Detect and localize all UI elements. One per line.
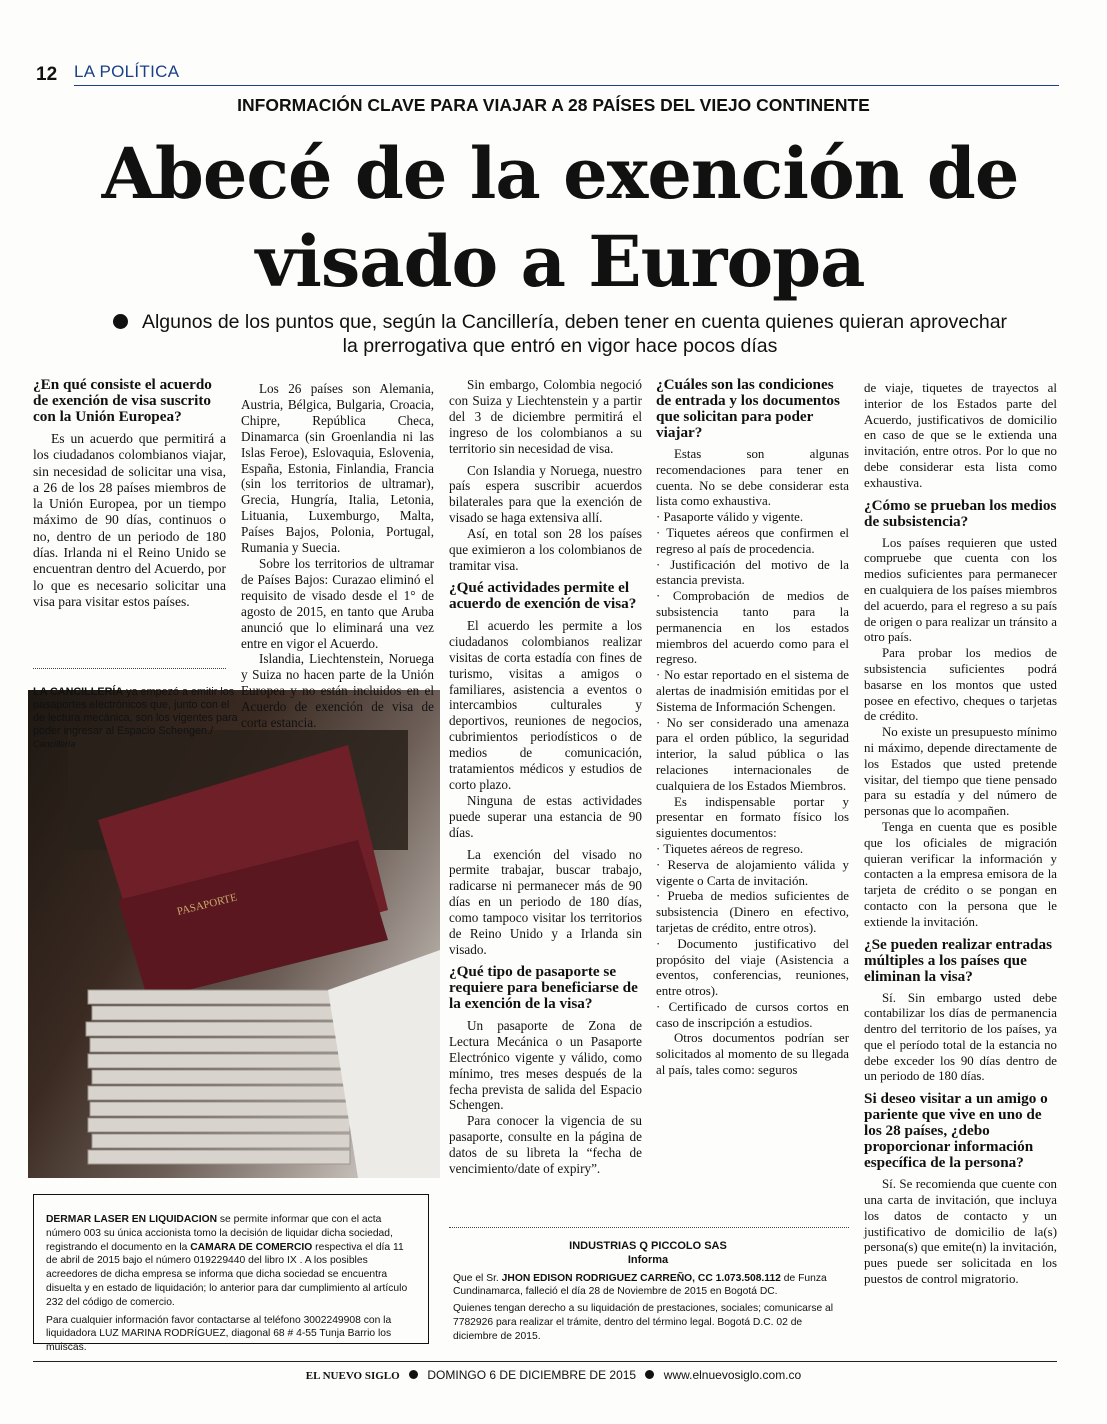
legal-notice-piccolo [453, 1240, 843, 1344]
paragraph: Los países requieren que usted compruebe que cuenta con los medios suficientes para permanecer en cualquiera de los países miembros del acuerdo, para el regreso a su país de origen o para realizar un tránsito a otro país. [864, 535, 1057, 645]
photo-caption [33, 686, 238, 751]
list-item: · Certificado de cursos cortos en caso de inscripción a estudios. [656, 999, 849, 1030]
column-1 [33, 377, 226, 610]
paragraph: Otros documentos podrían ser solicitados al momento de su llegada al país, tales como: seguros [656, 1031, 849, 1078]
list-item: · Comprobación de medios de subsistencia tanto para la permanencia en los estados miembros del acuerdo como para el regreso. [656, 589, 849, 667]
question-heading: ¿Qué tipo de pasaporte se requiere para beneficiarse de la exención de la visa? [449, 962, 638, 1012]
headline [60, 130, 1060, 306]
footer-rule [33, 1361, 1057, 1362]
bullet-icon [113, 314, 128, 329]
caption-text: ya empezó a emitir los pasaportes electrónicos que, junto con el de lectura mecánica, son los vigentes para poder ingresar al Espacio Schengen./ [33, 686, 238, 737]
notice-text: Quienes tengan derecho a su liquidación de prestaciones, sociales; comunicarse al 7782926 para realizar el trámite, dentro del término legal. Bogotá D.C. 02 de diciembre de 2015. [453, 1303, 834, 1342]
bullet-icon [645, 1370, 654, 1379]
notice-company: DERMAR LASER EN LIQUIDACION [46, 1214, 218, 1225]
website-url: www.elnuevosiglo.com.co [663, 1368, 802, 1382]
notice-registry: CAMARA DE COMERCIO [190, 1241, 313, 1253]
list-item: · Justificación del motivo de la estancia prevista. [656, 557, 849, 588]
paragraph: No existe un presupuesto mínimo ni máximo, depende directamente de los Estados que usted pretende visitar, del tiempo que tiene pensado para su estadía y del número de personas que lo acompañen. [864, 725, 1057, 819]
paragraph: Para probar los medios de subsistencia suficientes podrá basarse en los montos que usted posee en efectivo, cheques o tarjetas de crédito. [864, 646, 1057, 724]
list-item: · Documento justificativo del propósito del viaje (Asistencia a eventos, conferencias, reuniones, entre otros). [656, 936, 849, 999]
passports-photo [28, 690, 440, 1178]
notice-subtitle: Informa [627, 1253, 669, 1266]
column-2 [241, 381, 434, 731]
divider [33, 668, 226, 669]
question-heading: ¿Cuáles son las condiciones de entrada y los documentos que solicitan para poder viajar? [656, 376, 840, 441]
notice-title: INDUSTRIAS Q PICCOLO SAS [569, 1240, 727, 1252]
paragraph: El acuerdo les permite a los ciudadanos colombianos realizar visitas de corta estadía con fines de turismo, visitas a amigos o familiares, asistencia a eventos o intercambios culturales y deportivos, reuniones de negocios, cubrimientos periodísticos o de medios de comunicación, tratamientos médicos y estudios de corto plazo. [449, 617, 642, 792]
list-item: · Prueba de medios suficientes de subsistencia (Dinero en efectivo, tarjetas de crédito, entre otros). [656, 889, 849, 935]
paragraph: Tenga en cuenta que es posible que los oficiales de migración quieran verificar la información y contacten a la empresa emisora de la tarjeta de crédito o se pongan en contacto con la persona que le extiende la invitación. [864, 819, 1057, 929]
question-heading: ¿Cómo se prueban los medios de subsistencia? [864, 496, 1057, 530]
masthead-logo: EL NUEVO SIGLO [305, 1370, 400, 1382]
notice-person: JHON EDISON RODRIGUEZ CARREÑO, CC 1.073.508.112 [501, 1272, 781, 1284]
section-name: LA POLÍTICA [74, 62, 180, 81]
paragraph: Es indispensable portar y presentar en formato físico los siguientes documentos: [656, 794, 849, 841]
paragraph: Para conocer la vigencia de su pasaporte, consulte en la página de datos de su libreta la “fecha de vencimiento/date of expiry”. [449, 1113, 642, 1177]
paragraph: Sobre los territorios de ultramar de Países Bajos: Curazao eliminó el requisito de visado desde el 1° de agosto de 2015, en tanto que Aruba anunció que lo eliminará una vez entre en vigor el Acuerdo. [241, 555, 434, 651]
notice-contact: Para cualquier información favor contactarse al teléfono 3002249908 con la liquidadora LUZ MARINA RODRÍGUEZ, diagonal 68 # 4-55 Tunja Barrio los muiscas. [46, 1314, 392, 1354]
header-rule [74, 85, 1059, 86]
notice-text: respectiva el día 11 de abril de 2015 bajo el número 019229440 del libro IX . A los posibles acreedores de dicha empresa se informa que dicha sociedad se encuentra disuelta y en estado de liquidación; lo anterior para dar cumplimiento al artículo 232 del código de comercio. [46, 1241, 408, 1308]
paragraph: Islandia, Liechtenstein, Noruega y Suiza no hacen parte de la Unión Europea y no están incluidos en el Acuerdo de exención de visa de corta estancia. [241, 651, 434, 731]
question-heading: ¿Se pueden realizar entradas múltiples a los países que eliminan la visa? [864, 935, 1053, 985]
paragraph: La exención del visado no permite trabajar, buscar trabajo, radicarse ni permanecer más de 90 días en un periodo de 180 días, como tampoco visitar los territorios de Reino Unido y a Irlanda sin visado. [449, 846, 642, 957]
list-item: · No estar reportado en el sistema de alertas de inadmisión emitidas por el Sistema de Información Schengen. [656, 668, 849, 714]
paragraph: Sí. Sin embargo usted debe contabilizar los días de permanencia dentro del territorio de los países, ya que el período total de la estancia no debe exceder los 90 días dentro de un periodo de 180 días. [864, 990, 1057, 1084]
paragraph: Los 26 países son Alemania, Austria, Bélgica, Bulgaria, Croacia, Chipre, República Checa, Dinamarca (sin Groenlandia ni las Islas Feroe), Eslovaquia, Eslovenia, España, Estonia, Finlandia, Francia (sin los territorios de ultramar), Grecia, Hungría, Italia, Letonia, Lituania, Luxemburgo, Malta, Países Bajos, Polonia, Portugal, Rumania y Suecia. [241, 381, 434, 556]
column-4 [656, 377, 849, 1079]
paragraph: Sin embargo, Colombia negoció con Suiza y Liechtenstein y a partir del 3 de diciembre permitirá el ingreso de los colombianos a su territorio sin necesidad de visa. [449, 377, 642, 456]
paragraph: Sí. Se recomienda que cuente con una carta de invitación, que incluya los datos de contacto y un justificativo de domicilio de la(s) persona(s) que emite(n) la invitación, pues puede ser solicitada en los puestos de control migratorio. [864, 1177, 1057, 1287]
caption-lead: LA CANCILLERÍA [33, 686, 124, 698]
footer [0, 1368, 1107, 1382]
notice-text: Que el Sr. [453, 1272, 502, 1284]
notice-text: se permite informar que con el acta número 003 su única accionista tomo la decisión de liquidar dicha sociedad, registrando el documento en la [46, 1214, 393, 1253]
headline-line-2: visado a Europa [255, 220, 865, 303]
list-item: · No ser considerado una amenaza para el orden público, la seguridad interior, la salud pública o las relaciones internacionales de cualquiera de los Estados Miembros. [656, 715, 849, 793]
list-item: · Pasaporte válido y vigente. [656, 510, 804, 525]
subhead [110, 310, 1010, 358]
paragraph: Estas son algunas recomendaciones para tener en cuenta. No se debe considerar esta lista como exhaustiva. [656, 447, 849, 509]
notice-text: de Funza Cundinamarca, falleció el día 28 de Noviembre de 2015 en Bogotá DC. [453, 1272, 827, 1298]
paragraph: Es un acuerdo que permitirá a los ciudadanos colombianos viajar, sin necesidad de solicitar una visa, a 26 de los 28 países miembros de la Unión Europea, por un tiempo máximo de 90 días, continuos o no, dentro de un periodo de 180 días. Irlanda ni el Reino Unido se encuentran dentro del Acuerdo, por lo que es necesario solicitar una visa para visitar estos países. [33, 431, 226, 609]
bullet-icon [409, 1370, 418, 1379]
paragraph: Ninguna de estas actividades puede superar una estancia de 90 días. [449, 792, 642, 840]
issue-date: DOMINGO 6 DE DICIEMBRE DE 2015 [427, 1368, 637, 1382]
column-3 [449, 377, 642, 1177]
list-item: · Tiquetes aéreos que confirmen el regreso al país de procedencia. [656, 525, 849, 556]
paragraph: de viaje, tiquetes de trayectos al interior de los Estados parte del Acuerdo, justificativos de domicilio en caso de que se le extienda una invitación, entre otros. Por lo que no debe considerar esta lista como exhaustiva. [864, 381, 1057, 490]
paragraph: Con Islandia y Noruega, nuestro país espera suscribir acuerdos bilaterales para que la exención de visado se haga extensiva allí. [449, 462, 642, 526]
kicker: INFORMACIÓN CLAVE PARA VIAJAR A 28 PAÍSES DEL VIEJO CONTINENTE [237, 95, 870, 115]
paragraph: Un pasaporte de Zona de Lectura Mecánica o un Pasaporte Electrónico vigente y válido, como mínimo, tres meses después de la fecha prevista de salida del Espacio Schengen. [449, 1017, 642, 1113]
list-item: · Reserva de alojamiento válida y vigente o Carta de invitación. [656, 857, 849, 888]
question-heading: ¿Qué actividades permite el acuerdo de exención de visa? [449, 578, 637, 612]
question-heading: ¿En qué consiste el acuerdo de exención de visa suscrito con la Unión Europea? [33, 376, 212, 425]
divider [449, 1227, 849, 1228]
photo-credit: Cancillería [33, 739, 76, 749]
subhead-line-1: Algunos de los puntos que, según la Cancillería, deben tener en cuenta quienes quieran aprovechar [141, 311, 1008, 333]
paragraph: Así, en total son 28 los países que eximieron a los colombianos de tramitar visa. [449, 526, 642, 573]
list-item: · Tiquetes aéreos de regreso. [656, 841, 804, 856]
page-number: 12 [36, 64, 58, 85]
svg-text:PASAPORTE: PASAPORTE [175, 891, 239, 918]
subhead-line-2: la prerrogativa que entró en vigor hace pocos días [342, 335, 778, 357]
headline-line-1: Abecé de la exención de [101, 132, 1019, 215]
legal-notice-dermar [33, 1194, 429, 1354]
question-heading: Si deseo visitar a un amigo o pariente que vive en uno de los 28 países, ¿debo proporcionar información específica de la persona? [864, 1090, 1048, 1172]
column-5 [864, 381, 1057, 1288]
passport-stack-illustration [28, 690, 440, 1178]
